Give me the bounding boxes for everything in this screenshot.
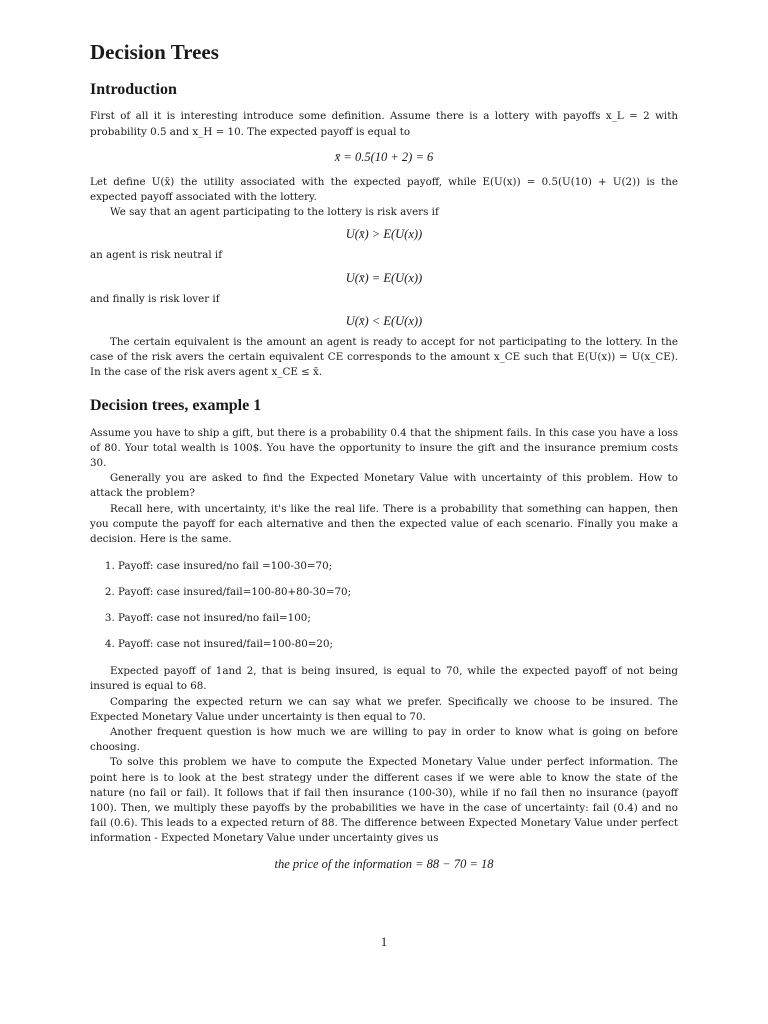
equation: the price of the information = 88 − 70 = 18 [274, 856, 494, 871]
list-item: 1. Payoff: case insured/no fail =100-30=70; [118, 559, 678, 574]
paragraph: Recall here, with uncertainty, it's like the real life. There is a probability that something can happen, then you compute the payoff for each alternative and then the expected value of each scenario. Finally you make a decision. Here is the same. [90, 502, 678, 546]
page-number: 1 [380, 934, 388, 949]
section-heading-example-1: Decision trees, example 1 [90, 397, 262, 415]
document-page [90, 40, 678, 882]
list-item: 2. Payoff: case insured/fail=100-80+80-30=70; [118, 585, 678, 600]
list-item: 4. Payoff: case not insured/fail=100-80=20; [118, 637, 678, 652]
paragraph: and finally is risk lover if [90, 292, 220, 305]
paragraph: an agent is risk neutral if [90, 249, 222, 262]
paragraph: Let define U(x̄) the utility associated with the expected payoff, while E(U(x)) = 0.5(U(10) + U(2)) is the expected payoff associated with the lottery. [90, 175, 678, 203]
list-item: 3. Payoff: case not insured/no fail=100; [118, 611, 678, 626]
paragraph: To solve this problem we have to compute the Expected Monetary Value under perfect information. The point here is to look at the best strategy under the different cases if we were able to know the state of the nature (no fail or fail). It follows that if fail then insurance (100-30), while if no fail then no insurance (payoff 100). Then, we multiply these payoffs by the probabilities we have in the case of uncertainty: fail (0.4) and no fail (0.6). This leads to a expected return of 88. The difference between Expected Monetary Value under perfect information - Expected Monetary Value under uncertainty gives us [90, 756, 678, 845]
paragraph: Expected payoff of 1and 2, that is being insured, is equal to 70, while the expected payoff of not being insured is equal to 68. [90, 665, 678, 693]
paragraph: First of all it is interesting introduce some definition. Assume there is a lottery with payoffs x_L = 2 with probability 0.5 and x_H = 10. The expected payoff is equal to [90, 110, 678, 138]
equation: U(x̄) > E(U(x)) [345, 227, 423, 242]
equation: x̄ = 0.5(10 + 2) = 6 [334, 149, 434, 164]
paragraph: Assume you have to ship a gift, but there is a probability 0.4 that the shipment fails. In this case you have a loss of 80. Your total wealth is 100$. You have the opportunity to insure the gift and the insurance premium costs 30. [90, 426, 678, 469]
payoff-list [90, 559, 678, 652]
paragraph: We say that an agent participating to the lottery is risk avers if [110, 206, 439, 219]
equation: U(x̄) < E(U(x)) [345, 313, 423, 328]
document-title: Decision Trees [90, 40, 219, 64]
paragraph: The certain equivalent is the amount an agent is ready to accept for not participating to the lottery. In the case of the risk avers the certain equivalent CE corresponds to the amount x_CE such that E(U(x)) = U(x_CE). In the case of the risk avers agent x_CE ≤ x̄. [90, 335, 678, 379]
paragraph: Generally you are asked to find the Expected Monetary Value with uncertainty of this problem. How to attack the problem? [90, 472, 678, 500]
section-heading-introduction: Introduction [90, 81, 177, 99]
paragraph: Comparing the expected return we can say what we prefer. Specifically we choose to be insured. The Expected Monetary Value under uncertainty is then equal to 70. [90, 695, 678, 723]
paragraph: Another frequent question is how much we are willing to pay in order to know what is going on before choosing. [90, 726, 678, 754]
equation: U(x̄) = E(U(x)) [345, 270, 423, 285]
